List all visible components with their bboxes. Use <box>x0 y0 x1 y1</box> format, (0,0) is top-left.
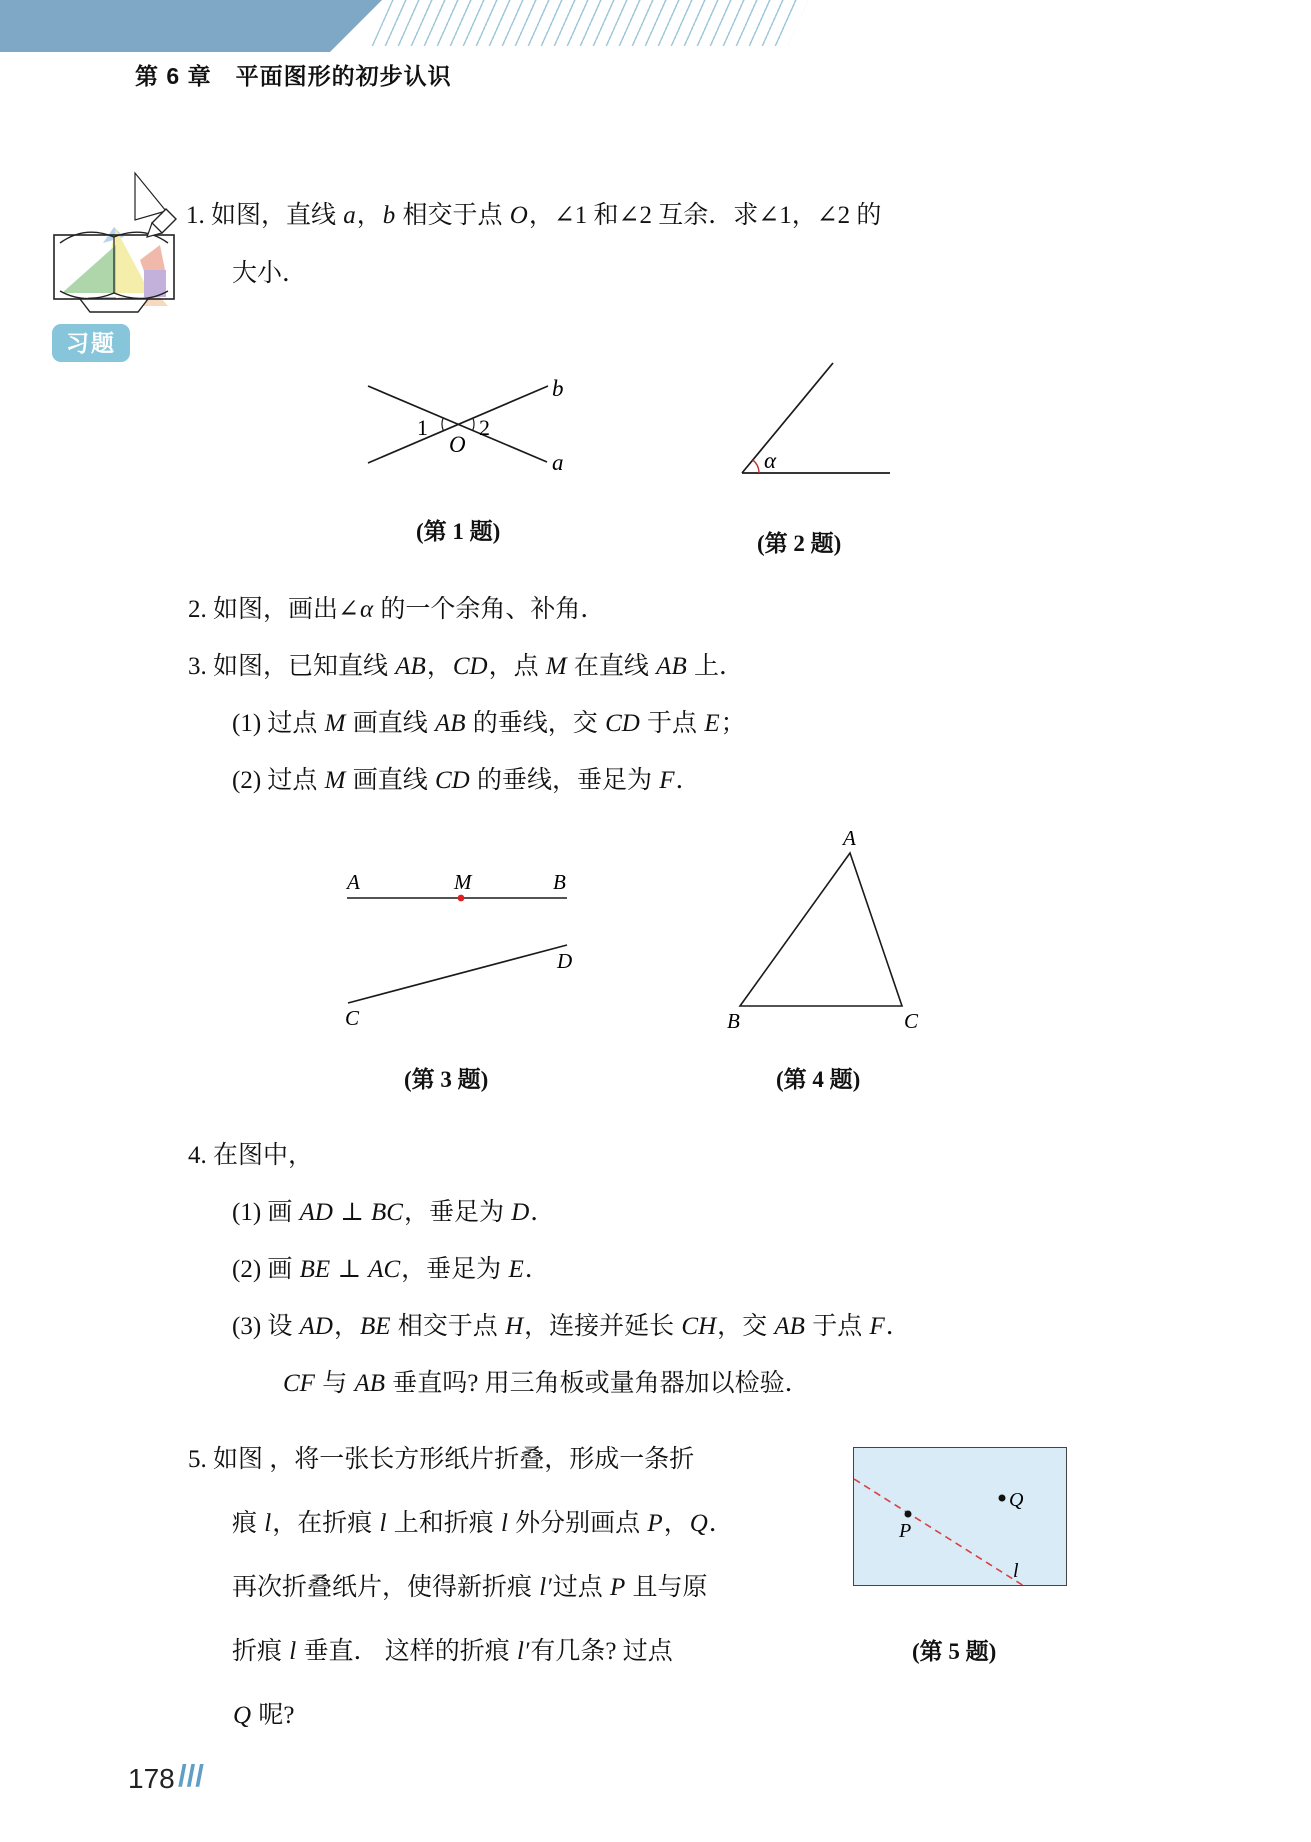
problem5-line1: 5. 如图 ，将一张长方形纸片折叠，形成一条折 <box>188 1446 695 1473</box>
chapter-title: 第 6 章 平面图形的初步认识 <box>135 63 452 89</box>
alpha-label: α <box>764 448 777 473</box>
point-A-label: A <box>347 870 360 894</box>
point-M-dot <box>458 895 465 902</box>
figure1-caption: (第 1 题) <box>416 519 501 544</box>
paper-rectangle <box>854 1448 1067 1586</box>
triangle-ABC <box>740 853 902 1006</box>
problem3-sub1: (1) 过点 M 画直线 AB 的垂线，交 CD 于点 E； <box>232 710 746 737</box>
angle1-label: 1 <box>417 415 428 440</box>
problem2: 2. 如图，画出∠α 的一个余角、补角． <box>188 596 606 623</box>
header-color-band <box>0 0 382 52</box>
line-a-label: a <box>552 450 564 475</box>
point-Q-label: Q <box>1009 1489 1024 1511</box>
line-b-label: b <box>552 376 564 401</box>
green-triangle-shape <box>62 245 116 293</box>
figure5-caption: (第 5 题) <box>912 1639 997 1664</box>
book-base <box>80 299 148 312</box>
problem1-line2: 大小． <box>232 260 308 287</box>
figure3-caption: (第 3 题) <box>404 1067 489 1092</box>
problem3: 3. 如图，已知直线 AB，CD，点 M 在直线 AB 上． <box>188 653 744 680</box>
exercises-badge: 习题 <box>52 324 130 362</box>
problem5-line4: 折痕 l 垂直． 这样的折痕 l′有几条? 过点 <box>232 1638 673 1665</box>
figure5-paper <box>853 1447 1067 1586</box>
point-Q-dot <box>999 1495 1006 1502</box>
figure4-caption: (第 4 题) <box>776 1067 861 1092</box>
problem4-sub2: (2) 画 BE ⊥ AC，垂足为 E． <box>232 1256 550 1283</box>
point-P-label: P <box>899 1520 912 1542</box>
page-number-decoration: /// <box>178 1758 204 1793</box>
point-M-label: M <box>454 870 472 894</box>
problem1-line1: 1. 如图，直线 a，b 相交于点 O，∠1 和∠2 互余．求∠1，∠2 的 <box>186 202 882 229</box>
problem5-line5: Q 呢? <box>233 1702 295 1729</box>
figure3-lines-AB-CD <box>335 855 585 1033</box>
point-D-label: D <box>557 949 573 973</box>
header-hatch-stripes <box>372 0 808 46</box>
page-number: 178 <box>128 1763 175 1794</box>
problem4-sub1: (1) 画 AD ⊥ BC，垂足为 D． <box>232 1199 556 1226</box>
angle1-arc <box>442 418 443 431</box>
alpha-arc <box>753 460 759 473</box>
vertex-A-label: A <box>843 828 856 850</box>
vertex-C-label: C <box>904 1009 919 1033</box>
problem3-sub2: (2) 过点 M 画直线 CD 的垂线，垂足为 F． <box>232 767 701 794</box>
angle2-arc <box>473 418 474 431</box>
problem4-sub3-cont: CF 与 AB 垂直吗? 用三角板或量角器加以检验． <box>283 1370 810 1397</box>
figure4-triangle <box>700 828 945 1036</box>
point-P-dot <box>905 1511 912 1518</box>
point-B-label: B <box>553 870 566 894</box>
problem5-line3: 再次折叠纸片，使得新折痕 l′过点 P 且与原 <box>232 1574 708 1601</box>
vertex-B-label: B <box>727 1009 740 1033</box>
open-book-icon <box>40 165 190 325</box>
figure1-crossing-lines <box>355 372 570 475</box>
line-l-label: l <box>1013 1560 1019 1582</box>
figure2-caption: (第 2 题) <box>757 531 842 556</box>
point-O-label: O <box>449 432 466 457</box>
figure2-angle-alpha <box>723 348 898 480</box>
problem5-line2: 痕 l，在折痕 l 上和折痕 l 外分别画点 P，Q． <box>232 1510 734 1537</box>
point-C-label: C <box>345 1006 360 1030</box>
angle2-label: 2 <box>479 415 490 440</box>
problem4-sub3: (3) 设 AD，BE 相交于点 H，连接并延长 CH，交 AB 于点 F． <box>232 1313 911 1340</box>
slanted-ray <box>742 363 833 473</box>
problem4: 4. 在图中， <box>188 1142 314 1169</box>
line-CD <box>348 945 567 1003</box>
